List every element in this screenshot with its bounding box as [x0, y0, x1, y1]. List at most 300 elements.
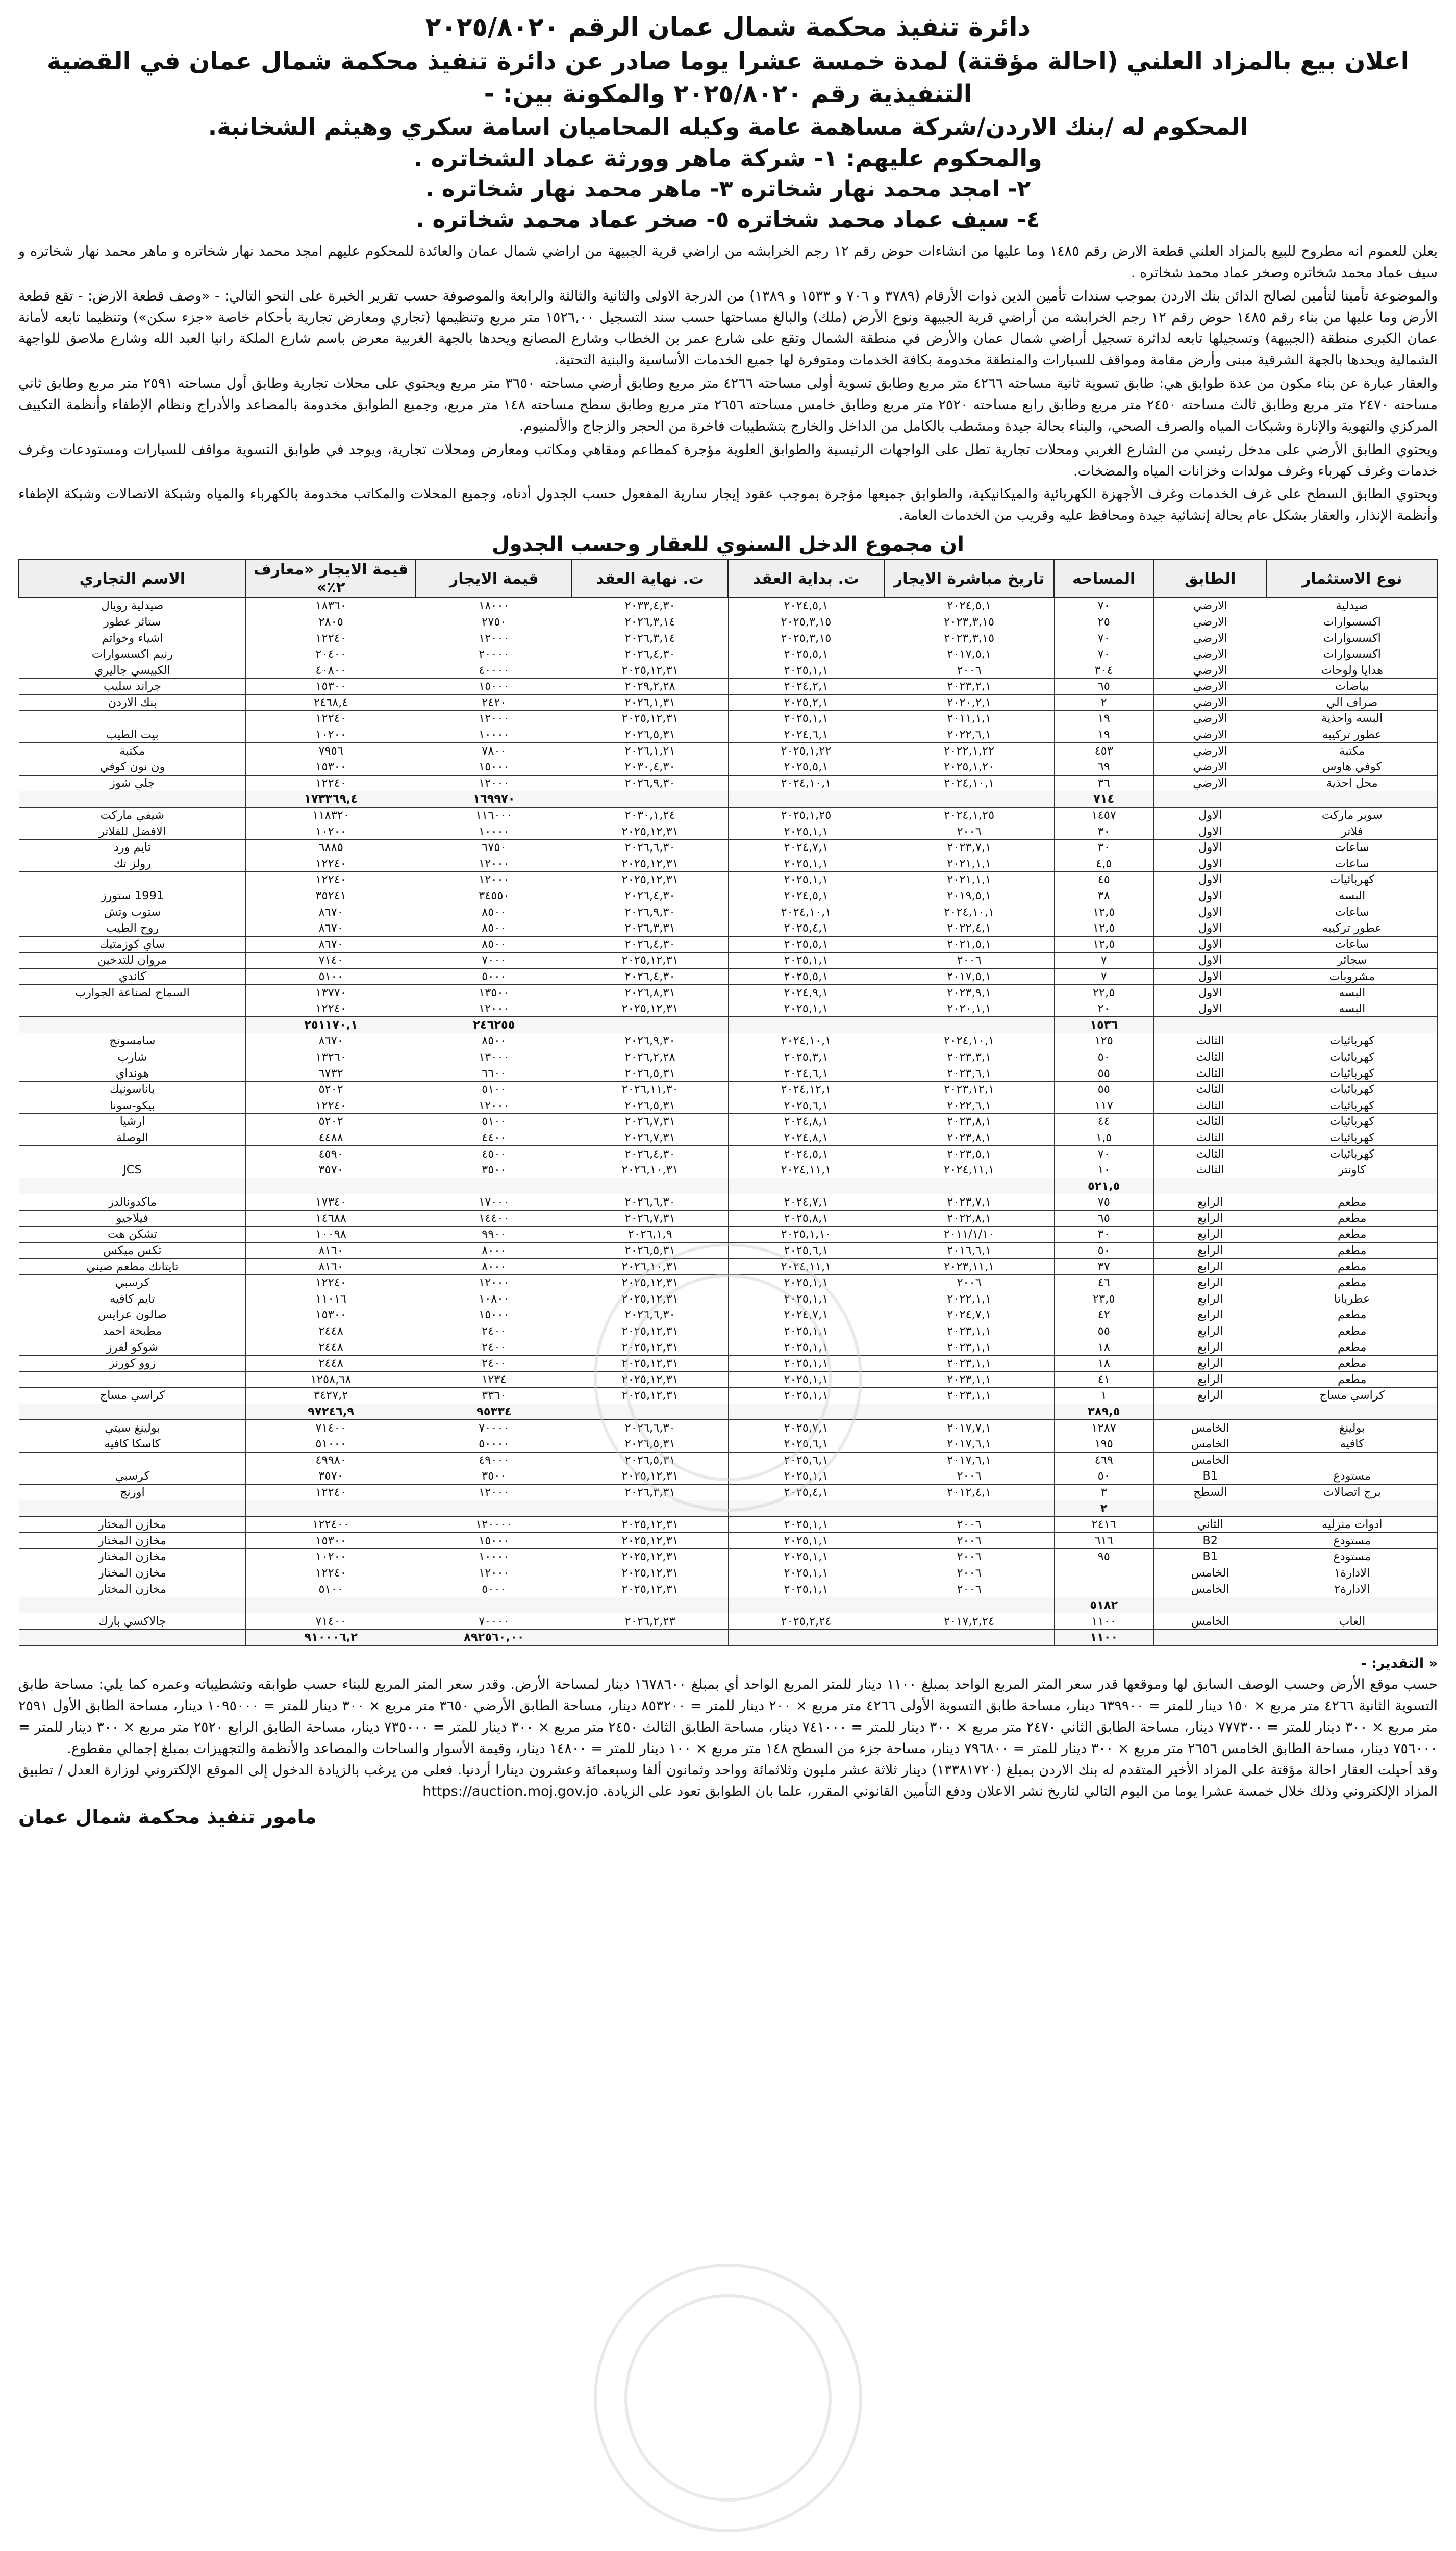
- table-cell: ٢٠٢٥,١,١: [728, 1533, 884, 1549]
- table-row: [19, 1194, 1437, 1211]
- table-cell: JCS: [19, 1162, 246, 1178]
- table-cell: ١٥٠٠٠: [416, 1307, 572, 1323]
- header-line-3: المحكوم له /بنك الاردن/شركة مساهمة عامة وكيله المحاميان اسامة سكري وهيثم الشخانبة.: [208, 113, 1248, 141]
- table-cell: ون نون كوفي: [19, 759, 246, 775]
- table-cell: ٢٠٢٩,٢,٢٨: [572, 679, 728, 695]
- table-cell: ٩٥: [1054, 1549, 1153, 1565]
- table-row: [19, 1259, 1437, 1275]
- table-cell: الخامس: [1153, 1581, 1267, 1597]
- table-cell: الاول: [1153, 904, 1267, 920]
- table-cell: الخامس: [1153, 1452, 1267, 1468]
- table-cell: ١٢٢٤٠: [246, 775, 416, 791]
- table-cell: ٢٠٢٥,١,١: [728, 856, 884, 872]
- table-cell: مطعم: [1267, 1307, 1437, 1323]
- table-cell: بياضات: [1267, 679, 1437, 695]
- table-cell: ٢٠٢٥,١٢,٣١: [572, 711, 728, 727]
- table-cell: ٢٠٢٤,١٠,١: [728, 775, 884, 791]
- table-cell: ٢٠١٧,٢,٢٤: [884, 1613, 1055, 1630]
- table-cell: [1267, 1452, 1437, 1468]
- table-cell: [884, 1597, 1055, 1613]
- table-cell: ٢٠٠٦: [884, 1274, 1055, 1291]
- table-cell: ٢٠٢٥,١٢,٣١: [572, 1533, 728, 1549]
- table-row: [19, 1162, 1437, 1178]
- subtotal-row: [19, 1500, 1437, 1517]
- table-cell: ١٢,٥: [1054, 920, 1153, 936]
- table-row: [19, 1130, 1437, 1146]
- table-cell: ٢٠٢٥,١,١: [728, 1339, 884, 1356]
- table-cell: ٨٥٠٠: [416, 1033, 572, 1049]
- table-cell: ٢٠٢٥,١,١: [728, 1565, 884, 1581]
- table-cell: جالاكسي بارك: [19, 1613, 246, 1630]
- table-cell: ٢٠٢٥,١٢,٣١: [572, 1323, 728, 1339]
- table-cell: ٢٠٢١,١,١: [884, 872, 1055, 888]
- notes-paragraph: وقد أحيلت العقار احالة مؤقتة على المزاد الأخير المتقدم له بنك الاردن بمبلغ (١٣٣٨١٧٢٠) دينار ثلاثة عشر مليون وثلاثمائة وواحد وثمانون ألفا وسبعمائة وعشرون دينارا أردنيا. فعلى من يرغب بالزيادة الدخول إلى الموقع الإلكتروني لوزارة العدل / تطبيق المزاد الإلكتروني وذلك خلال خمسة عشرا يوما من اليوم التالي لتاريخ نشر الاعلان ودفع التأمين القانوني المقرر، علما بان الطوابق تعود على الزيادة. https://auction.moj.gov.jo: [18, 1762, 1438, 1799]
- table-cell: ١٥٠٠٠: [416, 759, 572, 775]
- table-cell: [884, 791, 1055, 808]
- table-cell: ٨٦٧٠: [246, 1033, 416, 1049]
- table-cell: ٤٠٠٠٠: [416, 662, 572, 679]
- table-cell: ٢٠٢٥,٣,١: [728, 1049, 884, 1065]
- table-row: [19, 1388, 1437, 1404]
- table-cell: ٢٠٢٦,٥,٣١: [572, 1436, 728, 1452]
- table-cell: ٣٦: [1054, 775, 1153, 791]
- table-row: [19, 775, 1437, 791]
- table-cell: بيت الطيب: [19, 727, 246, 743]
- table-cell: [246, 1178, 416, 1194]
- table-cell: ١٥٣٠٠: [246, 759, 416, 775]
- table-cell: ٢٠٢٥,٤,١: [728, 1484, 884, 1500]
- table-cell: ٢٠١٧,٧,١: [884, 1420, 1055, 1436]
- table-cell: ٢٥١١٧٠,١: [246, 1017, 416, 1033]
- table-cell: ستائر عطور: [19, 614, 246, 630]
- table-cell: ٦٩: [1054, 759, 1153, 775]
- table-cell: ٢٠٢٦,٣,٣١: [572, 920, 728, 936]
- table-cell: الارضي: [1153, 630, 1267, 646]
- table-cell: ٤٠٨٠٠: [246, 662, 416, 679]
- table-row: [19, 1114, 1437, 1130]
- table-cell: ١: [1054, 1388, 1153, 1404]
- table-cell: ٢٠٢٥,٦,١: [728, 1436, 884, 1452]
- table-cell: ٣٥٠٠: [416, 1468, 572, 1485]
- table-cell: [416, 1178, 572, 1194]
- table-cell: ٢٠٢٥,١٢,٣١: [572, 1549, 728, 1565]
- column-header: المساحه: [1054, 560, 1153, 597]
- table-cell: بنك الاردن: [19, 694, 246, 711]
- table-cell: ٢٠٢٣,٣,١٥: [884, 630, 1055, 646]
- table-cell: ٥٠: [1054, 1242, 1153, 1259]
- table-cell: مخازن المختار: [19, 1549, 246, 1565]
- table-cell: ٢٠٠٦: [884, 662, 1055, 679]
- table-cell: كرسبي: [19, 1274, 246, 1291]
- table-cell: [19, 1404, 246, 1420]
- table-cell: ١٩٥: [1054, 1436, 1153, 1452]
- table-cell: ٨٥٠٠: [416, 904, 572, 920]
- table-cell: [246, 1597, 416, 1613]
- table-cell: كاندي: [19, 968, 246, 985]
- table-cell: ٢٠٢٥,٦,١: [728, 1097, 884, 1114]
- table-cell: ١٢٢٤٠: [246, 872, 416, 888]
- table-row: [19, 888, 1437, 904]
- table-cell: ٢٠٢٤,١١,١: [728, 1162, 884, 1178]
- table-cell: السماح لصناعة الجوارب: [19, 985, 246, 1001]
- table-cell: البسه واحذية: [1267, 711, 1437, 727]
- table-cell: [884, 1178, 1055, 1194]
- table-cell: [19, 1178, 246, 1194]
- table-cell: ١٤٤٠٠: [416, 1210, 572, 1227]
- table-cell: البسه: [1267, 1001, 1437, 1017]
- table-cell: ١٦٩٩٧٠: [416, 791, 572, 808]
- table-cell: ٢٠٢٣,٨,١: [884, 1130, 1055, 1146]
- table-cell: [572, 1404, 728, 1420]
- table-cell: ٢٢,٥: [1054, 985, 1153, 1001]
- table-cell: ٢: [1054, 1500, 1153, 1517]
- table-cell: اكسسوارات: [1267, 646, 1437, 662]
- table-cell: مطعم: [1267, 1371, 1437, 1388]
- table-cell: ٢٤٤٨: [246, 1339, 416, 1356]
- table-cell: ٢٠٢٤,٥,١: [728, 597, 884, 614]
- table-cell: ٢٠٢٦,٨,٣١: [572, 985, 728, 1001]
- table-row: [19, 823, 1437, 840]
- table-cell: [1153, 791, 1267, 808]
- table-cell: الارضي: [1153, 614, 1267, 630]
- table-cell: مطعم: [1267, 1323, 1437, 1339]
- table-row: [19, 985, 1437, 1001]
- table-cell: البسه: [1267, 985, 1437, 1001]
- notes-section: [18, 1653, 1438, 1803]
- table-cell: ١٢٠٠٠: [416, 1001, 572, 1017]
- table-cell: كراسي مساج: [19, 1388, 246, 1404]
- table-row: [19, 1210, 1437, 1227]
- table-cell: ٢٠٢٥,١,١: [728, 1001, 884, 1017]
- table-cell: ١٢٠٠٠: [416, 711, 572, 727]
- table-cell: ٧٩٥٦: [246, 743, 416, 759]
- table-cell: [572, 791, 728, 808]
- table-cell: ٢٠٢٣,١١,١: [884, 1259, 1055, 1275]
- table-row: [19, 1033, 1437, 1049]
- table-cell: ٢٠١١,١,١: [884, 711, 1055, 727]
- header-line-6: ٤- سيف عماد محمد شخاتره ٥- صخر عماد محمد شخاتره .: [416, 206, 1040, 233]
- table-cell: ٢٤٦٢٥٥: [416, 1017, 572, 1033]
- table-cell: سوبر ماركت: [1267, 807, 1437, 823]
- table-cell: ٧٠: [1054, 630, 1153, 646]
- table-cell: ٢٤٤٨: [246, 1323, 416, 1339]
- table-cell: ٢٠٢٤,١,٢٥: [884, 807, 1055, 823]
- table-cell: ٩٥٣٣٤: [416, 1404, 572, 1420]
- table-cell: ٢٠٠٦: [884, 1549, 1055, 1565]
- subtotal-row: [19, 1597, 1437, 1613]
- table-cell: ٧٨٠٠: [416, 743, 572, 759]
- table-cell: الارضي: [1153, 694, 1267, 711]
- table-cell: ٢٠٢٤,٧,١: [728, 839, 884, 856]
- table-cell: ٢٠٢٤,١٠,١: [884, 904, 1055, 920]
- table-row: [19, 807, 1437, 823]
- table-cell: كهربائيات: [1267, 1065, 1437, 1082]
- table-row: [19, 1065, 1437, 1082]
- table-cell: هدايا ولوحات: [1267, 662, 1437, 679]
- table-cell: الخامس: [1153, 1613, 1267, 1630]
- table-cell: ١٥٠٠٠: [416, 1533, 572, 1549]
- table-cell: ١٢,٥: [1054, 936, 1153, 953]
- table-cell: ١٢٢٤٠: [246, 630, 416, 646]
- table-cell: ٢٠٢٦,١,٢١: [572, 743, 728, 759]
- table-cell: ٢٠٢٢,١,٢٢: [884, 743, 1055, 759]
- table-cell: مروان للتدخين: [19, 953, 246, 969]
- table-cell: الارضي: [1153, 727, 1267, 743]
- table-cell: ٢٠٢٥,٤,١: [728, 920, 884, 936]
- table-cell: تايم ورد: [19, 839, 246, 856]
- table-cell: ٤٤٠٠: [416, 1130, 572, 1146]
- table-cell: كهربائيات: [1267, 872, 1437, 888]
- table-cell: الرابع: [1153, 1194, 1267, 1211]
- table-cell: الثالث: [1153, 1162, 1267, 1178]
- table-cell: جلي شوز: [19, 775, 246, 791]
- table-cell: ٢٠٢٣,٣,١٥: [884, 614, 1055, 630]
- table-cell: ٥١٨٢: [1054, 1597, 1153, 1613]
- table-cell: ٢٥: [1054, 614, 1153, 630]
- table-cell: الاول: [1153, 856, 1267, 872]
- table-cell: جراند سليب: [19, 679, 246, 695]
- table-cell: ٢٠٢٥,١٢,٣١: [572, 953, 728, 969]
- table-cell: ٩٩٠٠: [416, 1227, 572, 1243]
- table-cell: الارضي: [1153, 743, 1267, 759]
- table-cell: ٢٠٠٦: [884, 1516, 1055, 1533]
- table-row: [19, 1484, 1437, 1500]
- table-cell: ٢٠٢٥,١٢,٣١: [572, 823, 728, 840]
- table-cell: [572, 1500, 728, 1517]
- table-cell: ٢٠: [1054, 1001, 1153, 1017]
- table-cell: الادارة٢: [1267, 1581, 1437, 1597]
- table-cell: ١٥٣٠٠: [246, 1307, 416, 1323]
- table-row: [19, 1355, 1437, 1371]
- table-cell: ٨٩٢٥٦٠,٠٠: [416, 1630, 572, 1646]
- subtotal-row: [19, 791, 1437, 808]
- table-cell: ٢٠٢٦,٢,٢٣: [572, 1613, 728, 1630]
- table-cell: ٢٠٢٦,٣,١٤: [572, 614, 728, 630]
- table-row: [19, 1339, 1437, 1356]
- table-cell: الثاني: [1153, 1516, 1267, 1533]
- table-cell: [572, 1178, 728, 1194]
- table-row: [19, 1468, 1437, 1485]
- table-cell: ٢٠٢٤,٧,١: [884, 1307, 1055, 1323]
- table-cell: ١٢٠٠٠٠: [416, 1516, 572, 1533]
- table-cell: [19, 872, 246, 888]
- intro-text: [18, 241, 1438, 527]
- table-cell: ١,٥: [1054, 1130, 1153, 1146]
- table-cell: [1054, 1581, 1153, 1597]
- table-cell: [1267, 1500, 1437, 1517]
- table-cell: ٢٠٢٣,١,١: [884, 1339, 1055, 1356]
- table-cell: ١٧٣٣٦٩,٤: [246, 791, 416, 808]
- table-cell: [1153, 1597, 1267, 1613]
- table-cell: ١٠٢٠٠: [246, 823, 416, 840]
- table-cell: ٢٠٠٦: [884, 953, 1055, 969]
- table-cell: ٣٥٠٠: [416, 1162, 572, 1178]
- table-cell: [1267, 1597, 1437, 1613]
- table-cell: ٢٠٢٥,١,١: [728, 1323, 884, 1339]
- table-cell: ٢٠٢٦,٤,٣٠: [572, 888, 728, 904]
- table-cell: ٧٠: [1054, 1146, 1153, 1162]
- table-cell: مطعم: [1267, 1259, 1437, 1275]
- table-cell: ٢٠٢٦,٦,٣٠: [572, 1194, 728, 1211]
- table-cell: الارضي: [1153, 711, 1267, 727]
- table-cell: ٧١٤٠٠: [246, 1420, 416, 1436]
- subtotal-row: [19, 1017, 1437, 1033]
- table-cell: ٣٥٢٤١: [246, 888, 416, 904]
- table-cell: ٨٠٠٠: [416, 1242, 572, 1259]
- table-cell: ١٨: [1054, 1339, 1153, 1356]
- table-cell: ١١٦٠٠٠: [416, 807, 572, 823]
- signature: مامور تنفيذ محكمة شمال عمان: [18, 1805, 317, 1828]
- table-cell: ١٣٢٦٠: [246, 1049, 416, 1065]
- table-cell: [1267, 1404, 1437, 1420]
- table-cell: ٢٠٢٥,١,١: [728, 1549, 884, 1565]
- table-cell: الرابع: [1153, 1371, 1267, 1388]
- table-row: [19, 936, 1437, 953]
- table-row: [19, 1049, 1437, 1065]
- table-row: [19, 694, 1437, 711]
- table-cell: ٣٥٧٠: [246, 1468, 416, 1485]
- table-cell: ١٢٢٤٠: [246, 1001, 416, 1017]
- table-cell: الثالث: [1153, 1049, 1267, 1065]
- table-cell: ١٣٥٠٠: [416, 985, 572, 1001]
- intro-paragraph: ويحتوي الطابق السطح على غرف الخدمات وغرف الأجهزة الكهربائية والميكانيكية، والطوابق جميعها مؤجرة بموجب عقود إيجار سارية المفعول حسب الجدول أدناه، وجميع المحلات والمكاتب مخدومة بالكهرباء والمياه وشبكة الاتصالات وشبكة الإطفاء وأنظمة الإنذار، والعقار بشكل عام بحالة إنشائية جيدة ومحافظ عليه وقريب من الخدمات العامة.: [18, 486, 1438, 524]
- table-cell: باناسونيك: [19, 1081, 246, 1097]
- table-cell: ٢٠٢١,١,١: [884, 856, 1055, 872]
- table-cell: ١١٠٠: [1054, 1630, 1153, 1646]
- table-cell: الاول: [1153, 872, 1267, 888]
- table-cell: ٢٠٢٥,٥,١: [728, 646, 884, 662]
- column-header: ت. بداية العقد: [728, 560, 884, 597]
- table-cell: ١٣٧٧٠: [246, 985, 416, 1001]
- table-cell: كهربائيات: [1267, 1130, 1437, 1146]
- table-cell: الاول: [1153, 985, 1267, 1001]
- table-cell: ساعات: [1267, 856, 1437, 872]
- table-cell: [884, 1404, 1055, 1420]
- table-cell: ٨٥٠٠: [416, 936, 572, 953]
- table-row: [19, 662, 1437, 679]
- table-cell: [728, 1597, 884, 1613]
- table-cell: ٢٠٢٦,٤,٣٠: [572, 936, 728, 953]
- table-cell: بولينغ: [1267, 1420, 1437, 1436]
- table-row: [19, 1307, 1437, 1323]
- table-cell: ٢٠٢٥,٢,٢٤: [728, 1613, 884, 1630]
- table-cell: الخامس: [1153, 1436, 1267, 1452]
- table-cell: تشكن هت: [19, 1227, 246, 1243]
- table-cell: ٢٠٢٣,٨,١: [884, 1114, 1055, 1130]
- table-cell: [728, 1178, 884, 1194]
- table-cell: كهربائيات: [1267, 1114, 1437, 1130]
- table-cell: ٢٠٢٥,١,١: [728, 1274, 884, 1291]
- notes-heading: « التقدير: -: [1361, 1655, 1438, 1671]
- table-cell: ٢٧٥٠: [416, 614, 572, 630]
- table-cell: الخامس: [1153, 1565, 1267, 1581]
- table-cell: ٣٠٤: [1054, 662, 1153, 679]
- announcement-header: [18, 10, 1438, 235]
- table-cell: [728, 1630, 884, 1646]
- table-row: [19, 630, 1437, 646]
- table-cell: سامسونج: [19, 1033, 246, 1049]
- table-cell: ماكدونالدز: [19, 1194, 246, 1211]
- table-cell: ٢٠٢٦,٩,٣٠: [572, 1033, 728, 1049]
- table-cell: ٢٠٢٥,١٢,٣١: [572, 856, 728, 872]
- table-cell: ٤٥٩٠: [246, 1146, 416, 1162]
- table-cell: ٢٠٠٦: [884, 1565, 1055, 1581]
- table-cell: ٢٠٢٥,١,٢٠: [884, 759, 1055, 775]
- table-cell: [1267, 791, 1437, 808]
- table-cell: ٤٢: [1054, 1307, 1153, 1323]
- table-cell: ٢٠٢٣,٧,١: [884, 1194, 1055, 1211]
- table-cell: [19, 1017, 246, 1033]
- table-cell: ٢٠٢٥,١٢,٣١: [572, 1581, 728, 1597]
- table-cell: ٢٠٢٥,١,١: [728, 872, 884, 888]
- table-cell: الافضل للفلاتر: [19, 823, 246, 840]
- table-cell: ١٢٠٠٠: [416, 630, 572, 646]
- table-cell: ٩٧٢٤٦,٩: [246, 1404, 416, 1420]
- table-cell: ١٢٥: [1054, 1033, 1153, 1049]
- table-row: [19, 968, 1437, 985]
- table-cell: سجائر: [1267, 953, 1437, 969]
- table-cell: ٢٠٢٦,٢,٢٨: [572, 1049, 728, 1065]
- table-row: [19, 759, 1437, 775]
- table-cell: ١٨: [1054, 1355, 1153, 1371]
- table-row: [19, 1533, 1437, 1549]
- table-cell: [19, 1597, 246, 1613]
- header-line-2: اعلان بيع بالمزاد العلني (احالة مؤقتة) لمدة خمسة عشرا يوما صادر عن دائرة تنفيذ محكمة شمال عمان في القضية التنفيذية رقم ٢٠٢٥/٨٠٢٠ والمكونة بين: -: [46, 46, 1410, 109]
- table-cell: ٢٠١٧,٥,١: [884, 646, 1055, 662]
- table-cell: ١٠٠٠٠: [416, 823, 572, 840]
- table-cell: ٢٠٢٤,١٠,١: [884, 775, 1055, 791]
- table-cell: الرابع: [1153, 1323, 1267, 1339]
- header-line-1: دائرة تنفيذ محكمة شمال عمان الرقم ٢٠٢٥/٨٠٢٠: [425, 12, 1031, 42]
- table-cell: ٢٠٢٣,٦,١: [884, 1065, 1055, 1082]
- table-cell: الرابع: [1153, 1339, 1267, 1356]
- table-cell: 1991 ستورز: [19, 888, 246, 904]
- table-cell: ٢٠٠٠٠: [416, 646, 572, 662]
- table-cell: ٣٥٧٠: [246, 1162, 416, 1178]
- table-cell: محل احذية: [1267, 775, 1437, 791]
- intro-paragraph: والعقار عبارة عن بناء مكون من عدة طوابق هي: طابق تسوية ثانية مساحته ٤٢٦٦ متر مربع وطابق تسوية أولى مساحته ٤٢٦٦ متر مربع وطابق أرضي مساحته ٣٦٥٠ متر مربع ويحتوي على محلات تجارية وطابق أول مساحته ٢٥٩١ متر مربع وطابق ثاني مساحته ٢٤٧٠ متر مربع وطابق ثالث مساحته ٢٤٥٠ متر مربع وطابق رابع مساحته ٢٥٢٠ متر مربع وطابق خامس مساحته ٢٦٥٦ متر مربع وطابق سطح مساحته ١٤٨ متر مربع، وجميع الطوابق مخدومة بالمصاعد والأدراج ونظام الإطفاء وأنظمة التكييف المركزي والتهوية والإنارة وشبكات المياه والصرف الصحي، والبناء بحالة جيدة ومشطب بالكامل من الداخل والخارج بتشطيبات فاخرة من الحجر والزجاج والألمنيوم.: [18, 376, 1438, 434]
- table-cell: الارضي: [1153, 662, 1267, 679]
- table-cell: عطور تركيبه: [1267, 727, 1437, 743]
- table-cell: ٢٠٢٤,٨,١: [728, 1114, 884, 1130]
- table-cell: ٨٦٧٠: [246, 936, 416, 953]
- table-cell: ٢٠٢٦,٧,٣١: [572, 1210, 728, 1227]
- table-cell: ٢٠١٦,٦,١: [884, 1242, 1055, 1259]
- table-cell: الاول: [1153, 807, 1267, 823]
- table-cell: [728, 1500, 884, 1517]
- table-cell: ١٢٢٤٠: [246, 1484, 416, 1500]
- table-cell: ١٨٠٠٠: [416, 597, 572, 614]
- table-cell: ٢٠٢٥,١٢,٣١: [572, 1516, 728, 1533]
- table-cell: [19, 711, 246, 727]
- table-cell: كهربائيات: [1267, 1097, 1437, 1114]
- table-cell: ٢٠٢٢,١,١: [884, 1291, 1055, 1307]
- table-cell: مستودع: [1267, 1549, 1437, 1565]
- table-row: [19, 856, 1437, 872]
- table-cell: الثالث: [1153, 1114, 1267, 1130]
- table-cell: ٢٠٢٣,٢,١: [884, 679, 1055, 695]
- table-cell: الخامس: [1153, 1420, 1267, 1436]
- table-cell: ٢٠٢٣,٣,١: [884, 1049, 1055, 1065]
- table-cell: ١٠٢٠٠: [246, 1549, 416, 1565]
- column-header: ت. نهاية العقد: [572, 560, 728, 597]
- table-cell: مطبخة احمد: [19, 1323, 246, 1339]
- table-cell: ٢٠٢٥,١٢,٣١: [572, 1339, 728, 1356]
- table-row: [19, 1436, 1437, 1452]
- table-cell: ٩١٠٠٠٦,٢: [246, 1630, 416, 1646]
- table-cell: اورنج: [19, 1484, 246, 1500]
- table-cell: ١١٨٣٢٠: [246, 807, 416, 823]
